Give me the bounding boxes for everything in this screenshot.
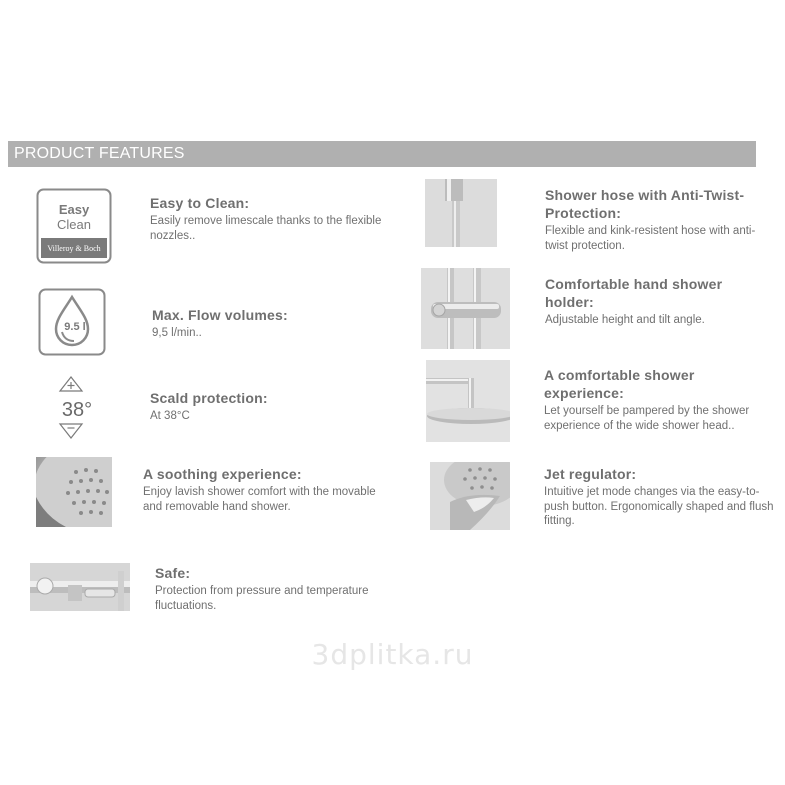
feature-desc: 9,5 l/min.. — [152, 327, 202, 339]
flow-label: 9.5 l — [64, 321, 86, 333]
feature-soothing-experience — [143, 465, 383, 514]
easy-clean-icon — [36, 188, 112, 264]
feature-title: Max. Flow volumes: — [152, 307, 288, 323]
feature-desc: Flexible and kink-resistent hose with anti-twist protection. — [545, 225, 756, 252]
feature-easy-clean — [150, 194, 390, 243]
brand-text: Villeroy & Boch — [47, 244, 101, 253]
temp-label: 38° — [61, 399, 93, 421]
feature-desc: Adjustable height and tilt angle. — [545, 314, 705, 326]
thermostat-photo — [30, 563, 130, 611]
easy-clean-text-2: Clean — [57, 217, 91, 232]
feature-title: A comfortable shower experience: — [544, 367, 695, 401]
feature-title: Scald protection: — [150, 390, 268, 406]
feature-desc: Intuitive jet mode changes via the easy-to-push button. Ergonomically shaped and flush fitting. — [544, 486, 774, 527]
watermark: 3dplitka.ru — [311, 638, 474, 671]
section-header — [8, 141, 756, 167]
hand-shower-holder-photo — [421, 268, 510, 349]
feature-safe — [155, 564, 395, 613]
feature-desc: Enjoy lavish shower comfort with the movable and removable hand shower. — [143, 486, 376, 513]
thermometer-icon — [50, 372, 100, 444]
feature-jet-regulator — [544, 465, 779, 529]
feature-desc: Easily remove limescale thanks to the flexible nozzles.. — [150, 215, 382, 242]
shower-hose-photo — [425, 179, 497, 247]
hand-shower-photo — [36, 457, 112, 527]
feature-desc: At 38°C — [150, 410, 190, 422]
shower-head-photo — [426, 360, 510, 442]
feature-shower-holder — [545, 275, 765, 328]
feature-shower-hose — [545, 186, 777, 253]
feature-title: Easy to Clean: — [150, 195, 250, 211]
feature-scald-protection — [150, 389, 390, 424]
feature-title: Comfortable hand shower holder: — [545, 276, 723, 310]
feature-title: Shower hose with Anti-Twist-Protection: — [545, 187, 745, 221]
section-title: PRODUCT FEATURES — [14, 145, 185, 162]
feature-title: Safe: — [155, 565, 191, 581]
feature-title: A soothing experience: — [143, 466, 302, 482]
feature-title: Jet regulator: — [544, 466, 637, 482]
feature-comfortable-shower — [544, 366, 769, 433]
easy-clean-text-1: Easy — [58, 202, 90, 217]
jet-regulator-photo — [430, 462, 510, 530]
water-drop-icon — [38, 288, 106, 356]
feature-desc: Protection from pressure and temperature fluctuations. — [155, 585, 369, 612]
feature-desc: Let yourself be pampered by the shower experience of the wide shower head.. — [544, 405, 750, 432]
feature-flow-volume — [152, 306, 392, 341]
